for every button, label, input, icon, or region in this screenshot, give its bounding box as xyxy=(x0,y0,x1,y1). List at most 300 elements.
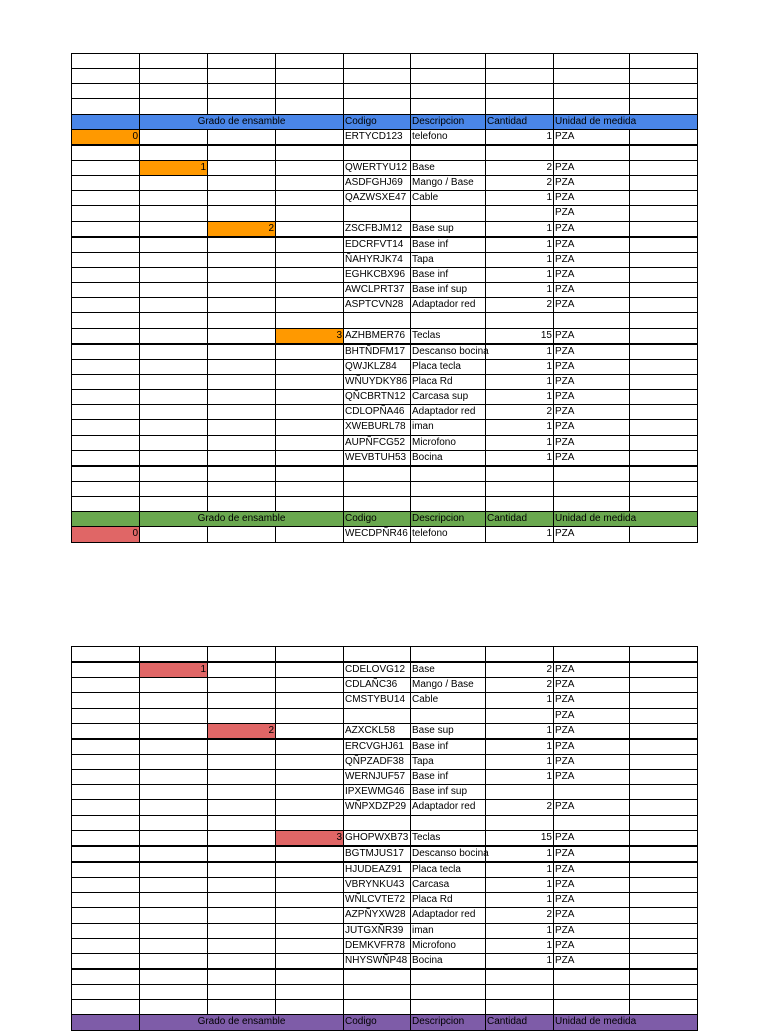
cell: 2 xyxy=(486,662,554,678)
empty-cell xyxy=(554,313,630,328)
cell: PZA xyxy=(554,923,630,938)
cell: 2 xyxy=(486,176,554,191)
empty-cell xyxy=(140,893,208,908)
cell: PZA xyxy=(554,527,630,542)
empty-cell xyxy=(140,252,208,267)
empty-cell xyxy=(72,723,140,739)
empty-cell xyxy=(140,878,208,893)
empty-cell xyxy=(344,99,411,114)
empty-cell xyxy=(140,221,208,237)
empty-cell xyxy=(140,708,208,723)
empty-cell xyxy=(140,344,208,360)
cell: PZA xyxy=(554,221,630,237)
empty-cell xyxy=(208,99,276,114)
empty-row xyxy=(72,313,698,328)
empty-cell xyxy=(554,815,630,830)
empty-cell xyxy=(72,708,140,723)
empty-cell xyxy=(208,374,276,389)
table-row xyxy=(72,420,698,435)
cell: PZA xyxy=(554,662,630,678)
empty-cell xyxy=(140,785,208,800)
empty-cell xyxy=(208,298,276,313)
cell: ASDFGHJ69 xyxy=(344,176,411,191)
cell: QÑPZADF38 xyxy=(344,754,411,769)
level-marker: 2 xyxy=(208,221,276,237)
empty-cell xyxy=(140,527,208,542)
empty-cell xyxy=(208,678,276,693)
empty-cell xyxy=(276,754,344,769)
empty-cell xyxy=(72,693,140,708)
empty-cell xyxy=(276,923,344,938)
empty-cell xyxy=(411,313,486,328)
cell: Base xyxy=(411,160,486,175)
empty-cell xyxy=(486,145,554,161)
empty-cell xyxy=(208,313,276,328)
cell: 2 xyxy=(486,800,554,815)
table-row xyxy=(72,237,698,253)
cell: PZA xyxy=(554,359,630,374)
empty-cell xyxy=(486,815,554,830)
empty-cell xyxy=(208,129,276,145)
empty-cell xyxy=(630,693,698,708)
cell: 1 xyxy=(486,191,554,206)
empty-cell xyxy=(208,1000,276,1015)
empty-cell xyxy=(344,708,411,723)
empty-cell xyxy=(630,84,698,99)
empty-cell xyxy=(276,862,344,878)
empty-cell xyxy=(72,328,140,344)
empty-cell xyxy=(630,252,698,267)
empty-cell xyxy=(276,662,344,678)
empty-cell xyxy=(276,770,344,785)
cell: PZA xyxy=(554,129,630,145)
cell: Descanso bocina xyxy=(411,344,486,360)
empty-cell xyxy=(72,662,140,678)
level-marker: 0 xyxy=(72,129,140,145)
table-row xyxy=(72,252,698,267)
empty-cell xyxy=(140,985,208,1000)
cell: Microfono xyxy=(411,435,486,450)
cell: CDELOVG12 xyxy=(344,662,411,678)
empty-cell xyxy=(630,923,698,938)
empty-cell xyxy=(630,267,698,282)
empty-cell xyxy=(630,344,698,360)
cell: Descanso bocina xyxy=(411,846,486,862)
empty-cell xyxy=(486,1000,554,1015)
cell: QWJKLZ84 xyxy=(344,359,411,374)
table-row xyxy=(72,298,698,313)
cell: AZHBMER76 xyxy=(344,328,411,344)
cell: PZA xyxy=(554,283,630,298)
empty-cell xyxy=(140,69,208,84)
empty-cell xyxy=(630,739,698,755)
table-row xyxy=(72,693,698,708)
empty-row xyxy=(72,1000,698,1015)
empty-cell xyxy=(140,99,208,114)
empty-cell xyxy=(630,466,698,482)
empty-cell xyxy=(140,54,208,69)
empty-cell xyxy=(72,237,140,253)
table-row xyxy=(72,328,698,344)
empty-cell xyxy=(208,693,276,708)
cell: WEVBTUH53 xyxy=(344,450,411,466)
empty-cell xyxy=(630,237,698,253)
table-row xyxy=(72,191,698,206)
empty-cell xyxy=(276,739,344,755)
empty-cell xyxy=(208,145,276,161)
cell: Tapa xyxy=(411,252,486,267)
cell: GHOPWXB73 xyxy=(344,830,411,846)
empty-cell xyxy=(554,54,630,69)
empty-cell xyxy=(72,466,140,482)
empty-cell xyxy=(140,908,208,923)
grado-header: Grado de ensamble xyxy=(140,1015,344,1030)
empty-cell xyxy=(276,145,344,161)
empty-cell xyxy=(208,662,276,678)
empty-cell xyxy=(276,481,344,496)
empty-cell xyxy=(630,985,698,1000)
empty-cell xyxy=(208,739,276,755)
empty-cell xyxy=(140,862,208,878)
empty-cell xyxy=(140,206,208,221)
empty-cell xyxy=(140,678,208,693)
empty-row xyxy=(72,985,698,1000)
empty-cell xyxy=(411,969,486,985)
empty-cell xyxy=(276,344,344,360)
cell: PZA xyxy=(554,252,630,267)
empty-cell xyxy=(276,450,344,466)
empty-cell xyxy=(344,1000,411,1015)
empty-cell xyxy=(276,69,344,84)
cell: ERCVGHJ61 xyxy=(344,739,411,755)
empty-cell xyxy=(630,450,698,466)
empty-cell xyxy=(630,298,698,313)
cell: Teclas xyxy=(411,328,486,344)
empty-row xyxy=(72,481,698,496)
table-row xyxy=(72,221,698,237)
cell: 1 xyxy=(486,770,554,785)
empty-cell xyxy=(72,893,140,908)
empty-cell xyxy=(554,497,630,512)
empty-cell xyxy=(208,420,276,435)
empty-cell xyxy=(630,221,698,237)
empty-cell xyxy=(276,405,344,420)
empty-cell xyxy=(72,938,140,953)
empty-cell xyxy=(630,420,698,435)
empty-cell xyxy=(208,800,276,815)
cell: PZA xyxy=(554,754,630,769)
empty-cell xyxy=(72,252,140,267)
cell: 2 xyxy=(486,678,554,693)
cell: 2 xyxy=(486,298,554,313)
table-row xyxy=(72,878,698,893)
cell: Base inf xyxy=(411,770,486,785)
empty-cell xyxy=(72,770,140,785)
grado-header: Grado de ensamble xyxy=(140,512,344,527)
empty-cell xyxy=(276,846,344,862)
empty-cell xyxy=(72,298,140,313)
empty-cell xyxy=(630,908,698,923)
empty-cell xyxy=(630,830,698,846)
cell: 1 xyxy=(486,527,554,542)
descripcion-header: Descripcion xyxy=(411,512,486,527)
cell: PZA xyxy=(554,328,630,344)
empty-cell xyxy=(486,785,554,800)
empty-cell xyxy=(140,390,208,405)
empty-row xyxy=(72,647,698,663)
empty-cell xyxy=(630,54,698,69)
cell: Base inf xyxy=(411,267,486,282)
cell: EDCRFVT14 xyxy=(344,237,411,253)
empty-cell xyxy=(276,191,344,206)
empty-cell xyxy=(276,938,344,953)
empty-cell xyxy=(140,435,208,450)
empty-cell xyxy=(276,985,344,1000)
empty-cell xyxy=(344,481,411,496)
empty-cell xyxy=(630,390,698,405)
cell: 1 xyxy=(486,129,554,145)
empty-cell xyxy=(554,1000,630,1015)
empty-cell xyxy=(208,770,276,785)
empty-cell xyxy=(72,69,140,84)
cell: 2 xyxy=(486,908,554,923)
empty-cell xyxy=(72,54,140,69)
empty-cell xyxy=(276,815,344,830)
cell: 1 xyxy=(486,374,554,389)
cell: CDLOPÑA46 xyxy=(344,405,411,420)
empty-cell xyxy=(554,145,630,161)
empty-cell xyxy=(140,953,208,969)
empty-cell xyxy=(72,145,140,161)
cell: 1 xyxy=(486,359,554,374)
cell: 1 xyxy=(486,344,554,360)
empty-cell xyxy=(630,405,698,420)
cell: 15 xyxy=(486,328,554,344)
empty-cell xyxy=(630,878,698,893)
empty-cell xyxy=(630,328,698,344)
cell: PZA xyxy=(554,206,630,221)
empty-cell xyxy=(208,785,276,800)
empty-cell xyxy=(72,176,140,191)
cell: QWERTYU12 xyxy=(344,160,411,175)
empty-cell xyxy=(72,815,140,830)
empty-cell xyxy=(411,497,486,512)
cell: 1 xyxy=(486,923,554,938)
empty-cell xyxy=(72,390,140,405)
empty-cell xyxy=(140,723,208,739)
empty-cell xyxy=(140,647,208,663)
empty-cell xyxy=(344,466,411,482)
cell: Base inf xyxy=(411,237,486,253)
table-row xyxy=(72,527,698,542)
empty-cell xyxy=(72,985,140,1000)
empty-cell xyxy=(208,497,276,512)
empty-cell xyxy=(276,390,344,405)
empty-cell xyxy=(208,985,276,1000)
cell: 1 xyxy=(486,893,554,908)
empty-cell xyxy=(554,647,630,663)
empty-cell xyxy=(208,830,276,846)
empty-cell xyxy=(208,344,276,360)
empty-cell xyxy=(208,527,276,542)
empty-cell xyxy=(208,878,276,893)
empty-cell xyxy=(140,450,208,466)
empty-cell xyxy=(630,206,698,221)
table-row xyxy=(72,953,698,969)
empty-cell xyxy=(140,481,208,496)
table-row xyxy=(72,678,698,693)
empty-cell xyxy=(630,497,698,512)
empty-cell xyxy=(630,862,698,878)
empty-cell xyxy=(208,54,276,69)
cell: WÑLCVTE72 xyxy=(344,893,411,908)
cell: ASPTCVN28 xyxy=(344,298,411,313)
empty-cell xyxy=(72,862,140,878)
cell: Placa tecla xyxy=(411,862,486,878)
empty-cell xyxy=(208,191,276,206)
empty-cell xyxy=(208,328,276,344)
table-row xyxy=(72,435,698,450)
empty-cell xyxy=(208,359,276,374)
cell: WECDPÑR46 xyxy=(344,527,411,542)
empty-cell xyxy=(140,693,208,708)
empty-cell xyxy=(72,923,140,938)
empty-cell xyxy=(208,252,276,267)
codigo-header: Codigo xyxy=(344,114,411,129)
cell: 1 xyxy=(486,878,554,893)
cell: PZA xyxy=(554,344,630,360)
empty-cell xyxy=(208,908,276,923)
cell: PZA xyxy=(554,878,630,893)
empty-cell xyxy=(411,54,486,69)
empty-cell xyxy=(276,221,344,237)
cell: 1 xyxy=(486,420,554,435)
empty-cell xyxy=(276,693,344,708)
empty-cell xyxy=(554,99,630,114)
level-marker: 0 xyxy=(72,527,140,542)
empty-cell xyxy=(554,466,630,482)
cell: Base sup xyxy=(411,723,486,739)
table-row xyxy=(72,129,698,145)
cell: Cable xyxy=(411,191,486,206)
empty-cell xyxy=(140,1000,208,1015)
empty-cell xyxy=(630,69,698,84)
cell: Tapa xyxy=(411,754,486,769)
cell: PZA xyxy=(554,862,630,878)
empty-cell xyxy=(411,466,486,482)
empty-cell xyxy=(630,662,698,678)
cell: Base inf sup xyxy=(411,283,486,298)
cell: Adaptador red xyxy=(411,298,486,313)
cell: Carcasa xyxy=(411,878,486,893)
empty-cell xyxy=(486,708,554,723)
cell: Base inf xyxy=(411,739,486,755)
level-marker: 1 xyxy=(140,662,208,678)
empty-cell xyxy=(140,420,208,435)
cell: 1 xyxy=(486,283,554,298)
empty-cell xyxy=(276,359,344,374)
empty-cell xyxy=(140,374,208,389)
empty-cell xyxy=(276,497,344,512)
empty-cell xyxy=(72,678,140,693)
empty-cell xyxy=(411,985,486,1000)
cell: Adaptador red xyxy=(411,908,486,923)
empty-cell xyxy=(630,815,698,830)
empty-cell xyxy=(486,313,554,328)
empty-cell xyxy=(72,206,140,221)
cell: 1 xyxy=(486,846,554,862)
cell: Adaptador red xyxy=(411,800,486,815)
empty-cell xyxy=(554,985,630,1000)
cantidad-header: Cantidad xyxy=(486,1015,554,1030)
empty-cell xyxy=(208,969,276,985)
cell: 1 xyxy=(486,754,554,769)
empty-cell xyxy=(486,466,554,482)
empty-cell xyxy=(276,908,344,923)
empty-cell xyxy=(630,313,698,328)
empty-row xyxy=(72,497,698,512)
cell: 1 xyxy=(486,723,554,739)
empty-cell xyxy=(276,252,344,267)
empty-cell xyxy=(411,69,486,84)
empty-cell xyxy=(208,283,276,298)
empty-cell xyxy=(630,785,698,800)
cell: PZA xyxy=(554,938,630,953)
cell: PZA xyxy=(554,800,630,815)
empty-cell xyxy=(72,160,140,175)
empty-cell xyxy=(486,206,554,221)
empty-cell xyxy=(276,647,344,663)
empty-cell xyxy=(344,206,411,221)
cell: WÑUYDKY86 xyxy=(344,374,411,389)
empty-cell xyxy=(72,1000,140,1015)
empty-cell xyxy=(554,84,630,99)
cell: Bocina xyxy=(411,450,486,466)
empty-cell xyxy=(344,497,411,512)
cell: PZA xyxy=(554,405,630,420)
empty-cell xyxy=(208,923,276,938)
table-row xyxy=(72,800,698,815)
cell: 1 xyxy=(486,267,554,282)
empty-cell xyxy=(72,420,140,435)
cell: AZXCKL58 xyxy=(344,723,411,739)
cell: PZA xyxy=(554,830,630,846)
cell: Adaptador red xyxy=(411,405,486,420)
empty-cell xyxy=(554,481,630,496)
empty-cell xyxy=(630,145,698,161)
level-marker: 3 xyxy=(276,328,344,344)
empty-cell xyxy=(554,785,630,800)
table-row xyxy=(72,450,698,466)
empty-cell xyxy=(140,129,208,145)
empty-cell xyxy=(72,481,140,496)
cell: PZA xyxy=(554,420,630,435)
cell: PZA xyxy=(554,723,630,739)
empty-cell xyxy=(411,815,486,830)
empty-cell xyxy=(208,176,276,191)
empty-cell xyxy=(276,84,344,99)
cell: XWEBURL78 xyxy=(344,420,411,435)
cell: AUPÑFCG52 xyxy=(344,435,411,450)
empty-cell xyxy=(411,84,486,99)
table-row xyxy=(72,923,698,938)
empty-cell xyxy=(276,1000,344,1015)
cell: Cable xyxy=(411,693,486,708)
empty-cell xyxy=(140,923,208,938)
empty-cell xyxy=(72,1015,140,1030)
empty-cell xyxy=(140,313,208,328)
empty-cell xyxy=(276,313,344,328)
